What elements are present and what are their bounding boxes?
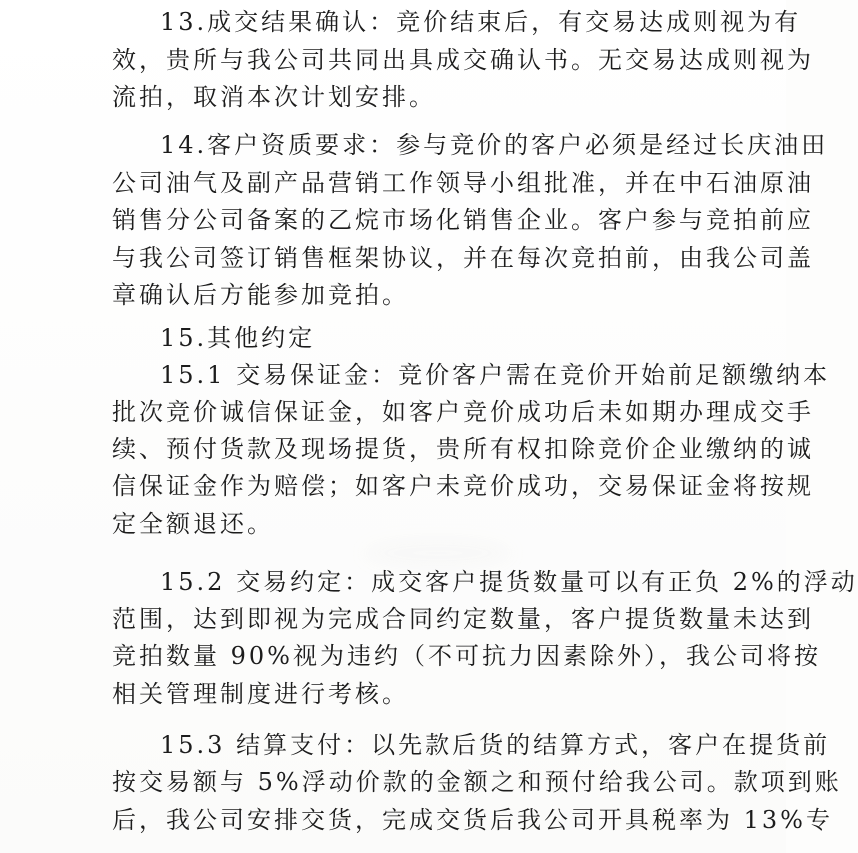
clause-14-line-4: 与我公司签订销售框架协议，并在每次竞拍前，由我公司盖	[112, 244, 814, 272]
clause-14-line-2: 公司油气及副产品营销工作领导小组批准，并在中石油原油	[112, 169, 814, 197]
clause-15-3-line-3: 后，我公司安排交货，完成交货后我公司开具税率为 13%专	[112, 806, 833, 834]
clause-15-2-line-1: 15.2 交易约定：成交客户提货数量可以有正负 2%的浮动	[160, 568, 858, 596]
clause-13-line-3: 流拍，取消本次计划安排。	[112, 83, 436, 111]
clause-13-line-1: 13.成交结果确认：竞价结束后，有交易达成则视为有	[160, 8, 802, 36]
clause-15-1-line-3: 续、预付货款及现场提货，贵所有权扣除竞价企业缴纳的诚	[112, 435, 814, 463]
clause-15-3-line-2: 按交易额与 5%浮动价款的金额之和预付给我公司。款项到账	[112, 768, 842, 796]
clause-15-3-line-1: 15.3 结算支付：以先款后货的结算方式，客户在提货前	[160, 731, 831, 759]
clause-15-2-line-3: 竞拍数量 90%视为违约（不可抗力因素除外），我公司将按	[112, 642, 821, 670]
clause-14-line-5: 章确认后方能参加竞拍。	[112, 281, 409, 309]
clause-15-1-line-5: 定全额退还。	[112, 510, 274, 538]
clause-13-line-2: 效，贵所与我公司共同出具成交确认书。无交易达成则视为	[112, 46, 814, 74]
clause-15-heading: 15.其他约定	[160, 324, 316, 352]
clause-15-2-line-4: 相关管理制度进行考核。	[112, 680, 409, 708]
clause-15-2-line-2: 范围，达到即视为完成合同约定数量，客户提货数量未达到	[112, 605, 814, 633]
clause-15-1-line-4: 信保证金作为赔偿；如客户未竞价成功，交易保证金将按规	[112, 472, 814, 500]
clause-14-line-1: 14.客户资质要求：参与竞价的客户必须是经过长庆油田	[160, 131, 829, 159]
scan-artifact	[363, 537, 513, 569]
clause-15-1-line-2: 批次竞价诚信保证金，如客户竞价成功后未如期办理成交手	[112, 398, 814, 426]
clause-14-line-3: 销售分公司备案的乙烷市场化销售企业。客户参与竞拍前应	[112, 206, 814, 234]
clause-15-1-line-1: 15.1 交易保证金：竞价客户需在竞价开始前足额缴纳本	[160, 361, 831, 389]
